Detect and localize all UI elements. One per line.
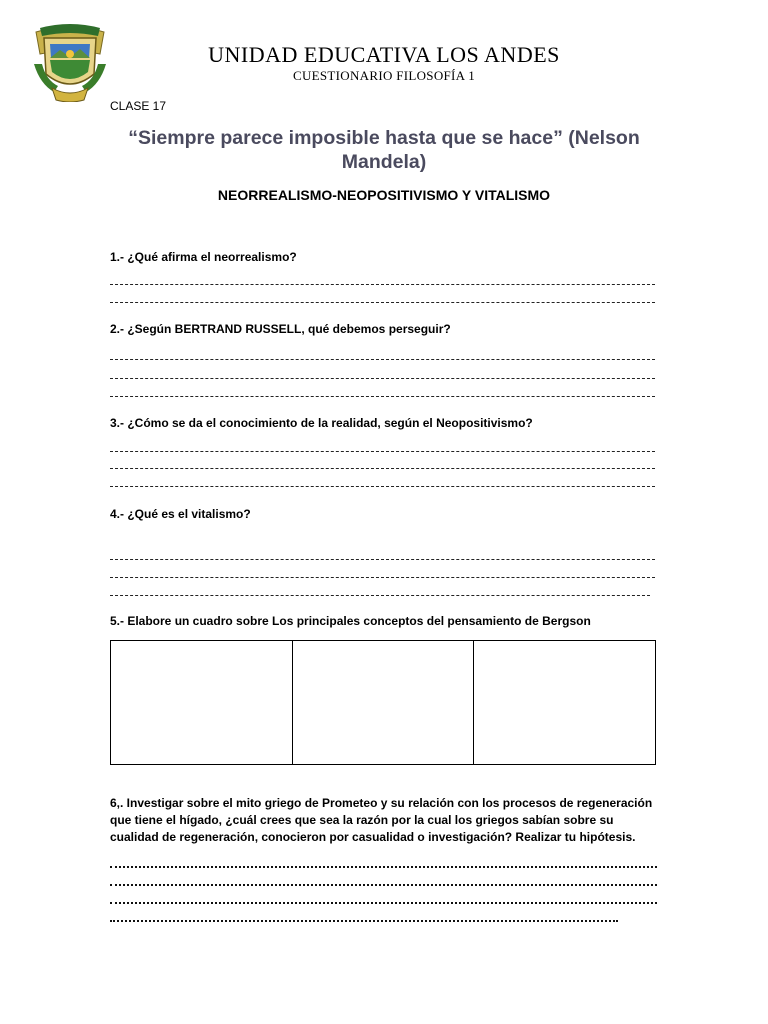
answer-line[interactable] bbox=[110, 559, 655, 560]
answer-line[interactable] bbox=[110, 486, 655, 487]
answer-line[interactable] bbox=[110, 884, 657, 886]
answer-line[interactable] bbox=[110, 468, 655, 469]
answer-line[interactable] bbox=[110, 866, 657, 868]
answer-line[interactable] bbox=[110, 595, 650, 596]
answer-line[interactable] bbox=[110, 451, 655, 452]
bergson-concepts-table bbox=[110, 640, 656, 765]
question-5: 5.- Elabore un cuadro sobre Los principales conceptos del pensamiento de Bergson bbox=[110, 614, 591, 628]
question-6: 6,. Investigar sobre el mito griego de Prometeo y su relación con los procesos de regeneración que tiene el hígado, ¿cuál crees que sea la razón por la cual los griegos sabían sobre su cualidad de regeneración, conocieron por casualidad o investigación? Realizar tu hipótesis. bbox=[110, 796, 653, 844]
table-cell[interactable] bbox=[293, 641, 475, 764]
lesson-label: CLASE 17 bbox=[110, 99, 167, 113]
table-cell[interactable] bbox=[111, 641, 293, 764]
answer-line[interactable] bbox=[110, 284, 655, 285]
answer-line[interactable] bbox=[110, 396, 655, 397]
topic-heading: NEORREALISMO-NEOPOSITIVISMO Y VITALISMO bbox=[217, 187, 551, 203]
answer-line[interactable] bbox=[110, 359, 655, 360]
answer-line[interactable] bbox=[110, 302, 655, 303]
answer-line[interactable] bbox=[110, 577, 655, 578]
question-4: 4.- ¿Qué es el vitalismo? bbox=[110, 507, 251, 521]
question-3: 3.- ¿Cómo se da el conocimiento de la realidad, según el Neopositivismo? bbox=[110, 416, 533, 430]
question-2: 2.- ¿Según BERTRAND RUSSELL, qué debemos perseguir? bbox=[110, 322, 451, 336]
worksheet-subtitle: CUESTIONARIO FILOSOFÍA 1 bbox=[293, 68, 475, 83]
answer-line[interactable] bbox=[110, 378, 655, 379]
school-name: UNIDAD EDUCATIVA LOS ANDES bbox=[208, 42, 560, 67]
question-1: 1.- ¿Qué afirma el neorrealismo? bbox=[110, 250, 297, 264]
quote: “Siempre parece imposible hasta que se hace” (Nelson Mandela) bbox=[128, 127, 640, 173]
table-cell[interactable] bbox=[474, 641, 655, 764]
answer-line[interactable] bbox=[110, 920, 618, 922]
school-crest-logo bbox=[34, 24, 106, 102]
answer-line[interactable] bbox=[110, 902, 657, 904]
